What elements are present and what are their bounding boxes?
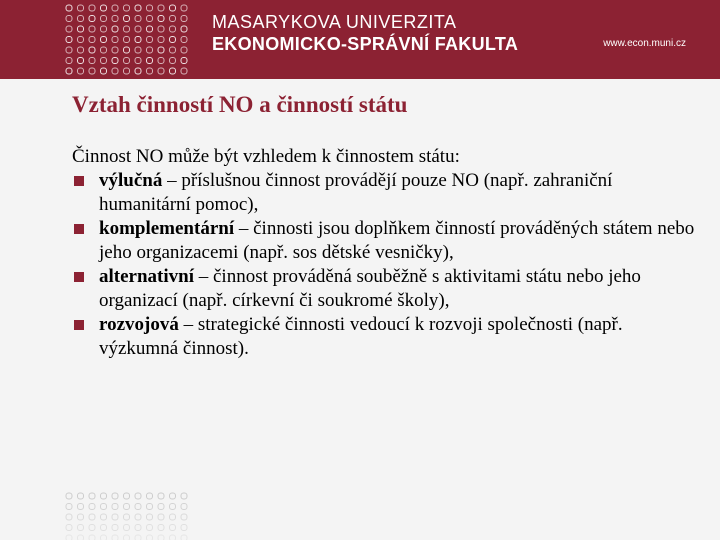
pattern-glyph: [66, 504, 72, 510]
pattern-glyph: [158, 68, 164, 74]
pattern-glyph: [170, 37, 176, 43]
pattern-glyph: [78, 16, 84, 22]
pattern-glyph: [135, 68, 141, 74]
pattern-glyph: [170, 68, 176, 74]
pattern-glyph: [147, 504, 153, 510]
pattern-glyph: [78, 58, 84, 64]
pattern-glyph: [170, 514, 176, 520]
pattern-glyph: [170, 26, 176, 32]
pattern-glyph: [78, 525, 84, 531]
pattern-glyph: [101, 514, 107, 520]
pattern-glyph: [147, 47, 153, 53]
pattern-glyph: [66, 525, 72, 531]
pattern-glyph: [124, 16, 130, 22]
pattern-glyph: [124, 535, 130, 540]
pattern-glyph: [78, 5, 84, 11]
pattern-glyph: [181, 535, 187, 540]
pattern-glyph: [147, 525, 153, 531]
pattern-glyph: [124, 525, 130, 531]
pattern-glyph: [78, 47, 84, 53]
pattern-glyph: [112, 58, 118, 64]
pattern-glyph: [158, 5, 164, 11]
pattern-glyph: [124, 37, 130, 43]
pattern-glyph: [66, 535, 72, 540]
square-bullet-icon: [74, 320, 84, 330]
pattern-glyph: [135, 504, 141, 510]
pattern-glyph: [158, 504, 164, 510]
slide-title: Vztah činností NO a činností státu: [72, 92, 408, 117]
pattern-glyph: [181, 504, 187, 510]
pattern-glyph: [147, 535, 153, 540]
pattern-glyph: [89, 47, 95, 53]
pattern-glyph: [147, 5, 153, 11]
pattern-glyph: [158, 525, 164, 531]
pattern-glyph: [124, 504, 130, 510]
pattern-glyph: [78, 514, 84, 520]
pattern-glyph: [112, 26, 118, 32]
pattern-glyph: [158, 47, 164, 53]
bullet-term: komplementární: [99, 218, 235, 239]
pattern-glyph: [112, 493, 118, 499]
pattern-glyph: [124, 514, 130, 520]
pattern-glyph: [158, 493, 164, 499]
pattern-glyph: [181, 5, 187, 11]
pattern-glyph: [101, 535, 107, 540]
bullet-item-complementary: [72, 217, 702, 265]
pattern-glyph: [181, 58, 187, 64]
pattern-glyph: [89, 16, 95, 22]
pattern-glyph: [158, 58, 164, 64]
pattern-glyph: [112, 514, 118, 520]
pattern-glyph: [124, 5, 130, 11]
pattern-glyph: [89, 504, 95, 510]
pattern-glyph: [78, 504, 84, 510]
pattern-glyph: [112, 525, 118, 531]
square-bullet-icon: [74, 176, 84, 186]
pattern-glyph: [124, 493, 130, 499]
pattern-glyph: [89, 37, 95, 43]
website-url: www.econ.muni.cz: [603, 38, 686, 49]
pattern-glyph: [158, 535, 164, 540]
bullet-text: – činnost prováděná souběžně s aktivitami státu nebo jeho organizací (např. církevní či soukromé školy),: [99, 266, 641, 311]
pattern-glyph: [112, 504, 118, 510]
pattern-glyph: [89, 514, 95, 520]
pattern-glyph: [112, 37, 118, 43]
pattern-glyph: [78, 68, 84, 74]
pattern-glyph: [89, 58, 95, 64]
pattern-glyph: [66, 16, 72, 22]
pattern-glyph: [124, 68, 130, 74]
bullet-text: – strategické činnosti vedoucí k rozvoji společnosti (např. výzkumná činnost).: [99, 314, 623, 359]
pattern-glyph: [89, 525, 95, 531]
pattern-glyph: [101, 58, 107, 64]
pattern-glyph: [89, 5, 95, 11]
pattern-glyph: [158, 514, 164, 520]
square-bullet-icon: [74, 272, 84, 282]
pattern-glyph: [181, 37, 187, 43]
pattern-glyph: [181, 493, 187, 499]
pattern-glyph: [170, 504, 176, 510]
pattern-glyph: [170, 535, 176, 540]
university-name: MASARYKOVA UNIVERZITA: [212, 12, 457, 32]
pattern-glyph: [78, 37, 84, 43]
pattern-glyph: [170, 493, 176, 499]
intro-text: Činnost NO může být vzhledem k činnostem státu:: [72, 146, 460, 167]
pattern-glyph: [135, 37, 141, 43]
pattern-glyph: [147, 37, 153, 43]
pattern-glyph: [101, 493, 107, 499]
bullet-item-exclusive: [72, 169, 702, 217]
pattern-glyph: [78, 26, 84, 32]
pattern-glyph: [135, 493, 141, 499]
pattern-glyph: [101, 504, 107, 510]
pattern-glyph: [66, 47, 72, 53]
pattern-glyph: [170, 16, 176, 22]
pattern-glyph: [101, 525, 107, 531]
pattern-glyph: [170, 525, 176, 531]
header-banner: [0, 0, 720, 79]
square-bullet-icon: [74, 224, 84, 234]
pattern-glyph: [78, 535, 84, 540]
pattern-glyph: [78, 493, 84, 499]
pattern-glyph: [181, 514, 187, 520]
pattern-glyph: [101, 47, 107, 53]
pattern-glyph: [181, 525, 187, 531]
faculty-name: EKONOMICKO-SPRÁVNÍ FAKULTA: [212, 34, 519, 54]
bullet-list: [72, 169, 702, 361]
footer-logo-pattern: [64, 490, 190, 540]
pattern-glyph: [135, 47, 141, 53]
pattern-glyph: [170, 5, 176, 11]
pattern-glyph: [66, 26, 72, 32]
pattern-glyph: [147, 26, 153, 32]
pattern-glyph: [112, 68, 118, 74]
pattern-glyph: [112, 535, 118, 540]
pattern-glyph: [66, 493, 72, 499]
pattern-glyph: [112, 5, 118, 11]
pattern-glyph: [124, 26, 130, 32]
pattern-glyph: [66, 37, 72, 43]
bullet-item-alternative: [72, 265, 702, 313]
pattern-glyph: [135, 26, 141, 32]
pattern-glyph: [135, 58, 141, 64]
pattern-glyph: [89, 535, 95, 540]
pattern-glyph: [124, 58, 130, 64]
pattern-glyph: [147, 493, 153, 499]
pattern-glyph: [89, 493, 95, 499]
bullet-item-developmental: [72, 313, 702, 361]
bullet-term: výlučná: [99, 170, 163, 191]
pattern-glyph: [158, 37, 164, 43]
pattern-glyph: [112, 16, 118, 22]
pattern-glyph: [158, 16, 164, 22]
pattern-glyph: [135, 514, 141, 520]
pattern-glyph: [101, 5, 107, 11]
pattern-glyph: [147, 58, 153, 64]
bullet-term: alternativní: [99, 266, 194, 287]
pattern-glyph: [135, 535, 141, 540]
pattern-glyph: [135, 16, 141, 22]
pattern-glyph: [147, 514, 153, 520]
pattern-glyph: [101, 26, 107, 32]
pattern-glyph: [147, 68, 153, 74]
pattern-glyph: [101, 16, 107, 22]
pattern-glyph: [135, 525, 141, 531]
pattern-glyph: [89, 26, 95, 32]
logo-pattern: [64, 2, 190, 78]
pattern-glyph: [181, 16, 187, 22]
bullet-text: – činnosti jsou doplňkem činností prováděných státem nebo jeho organizacemi (např. sos dětské vesničky),: [99, 218, 695, 263]
pattern-glyph: [170, 58, 176, 64]
pattern-glyph: [135, 5, 141, 11]
pattern-glyph: [147, 16, 153, 22]
pattern-glyph: [101, 37, 107, 43]
pattern-glyph: [101, 68, 107, 74]
pattern-glyph: [66, 514, 72, 520]
bullet-term: rozvojová: [99, 314, 179, 335]
pattern-glyph: [89, 68, 95, 74]
pattern-glyph: [66, 58, 72, 64]
pattern-glyph: [112, 47, 118, 53]
bullet-text: – příslušnou činnost provádějí pouze NO (např. zahraniční humanitární pomoc),: [99, 170, 613, 215]
pattern-glyph: [66, 68, 72, 74]
pattern-glyph: [66, 5, 72, 11]
pattern-glyph: [158, 26, 164, 32]
pattern-glyph: [170, 47, 176, 53]
pattern-glyph: [124, 47, 130, 53]
pattern-glyph: [181, 47, 187, 53]
pattern-glyph: [181, 26, 187, 32]
pattern-glyph: [181, 68, 187, 74]
